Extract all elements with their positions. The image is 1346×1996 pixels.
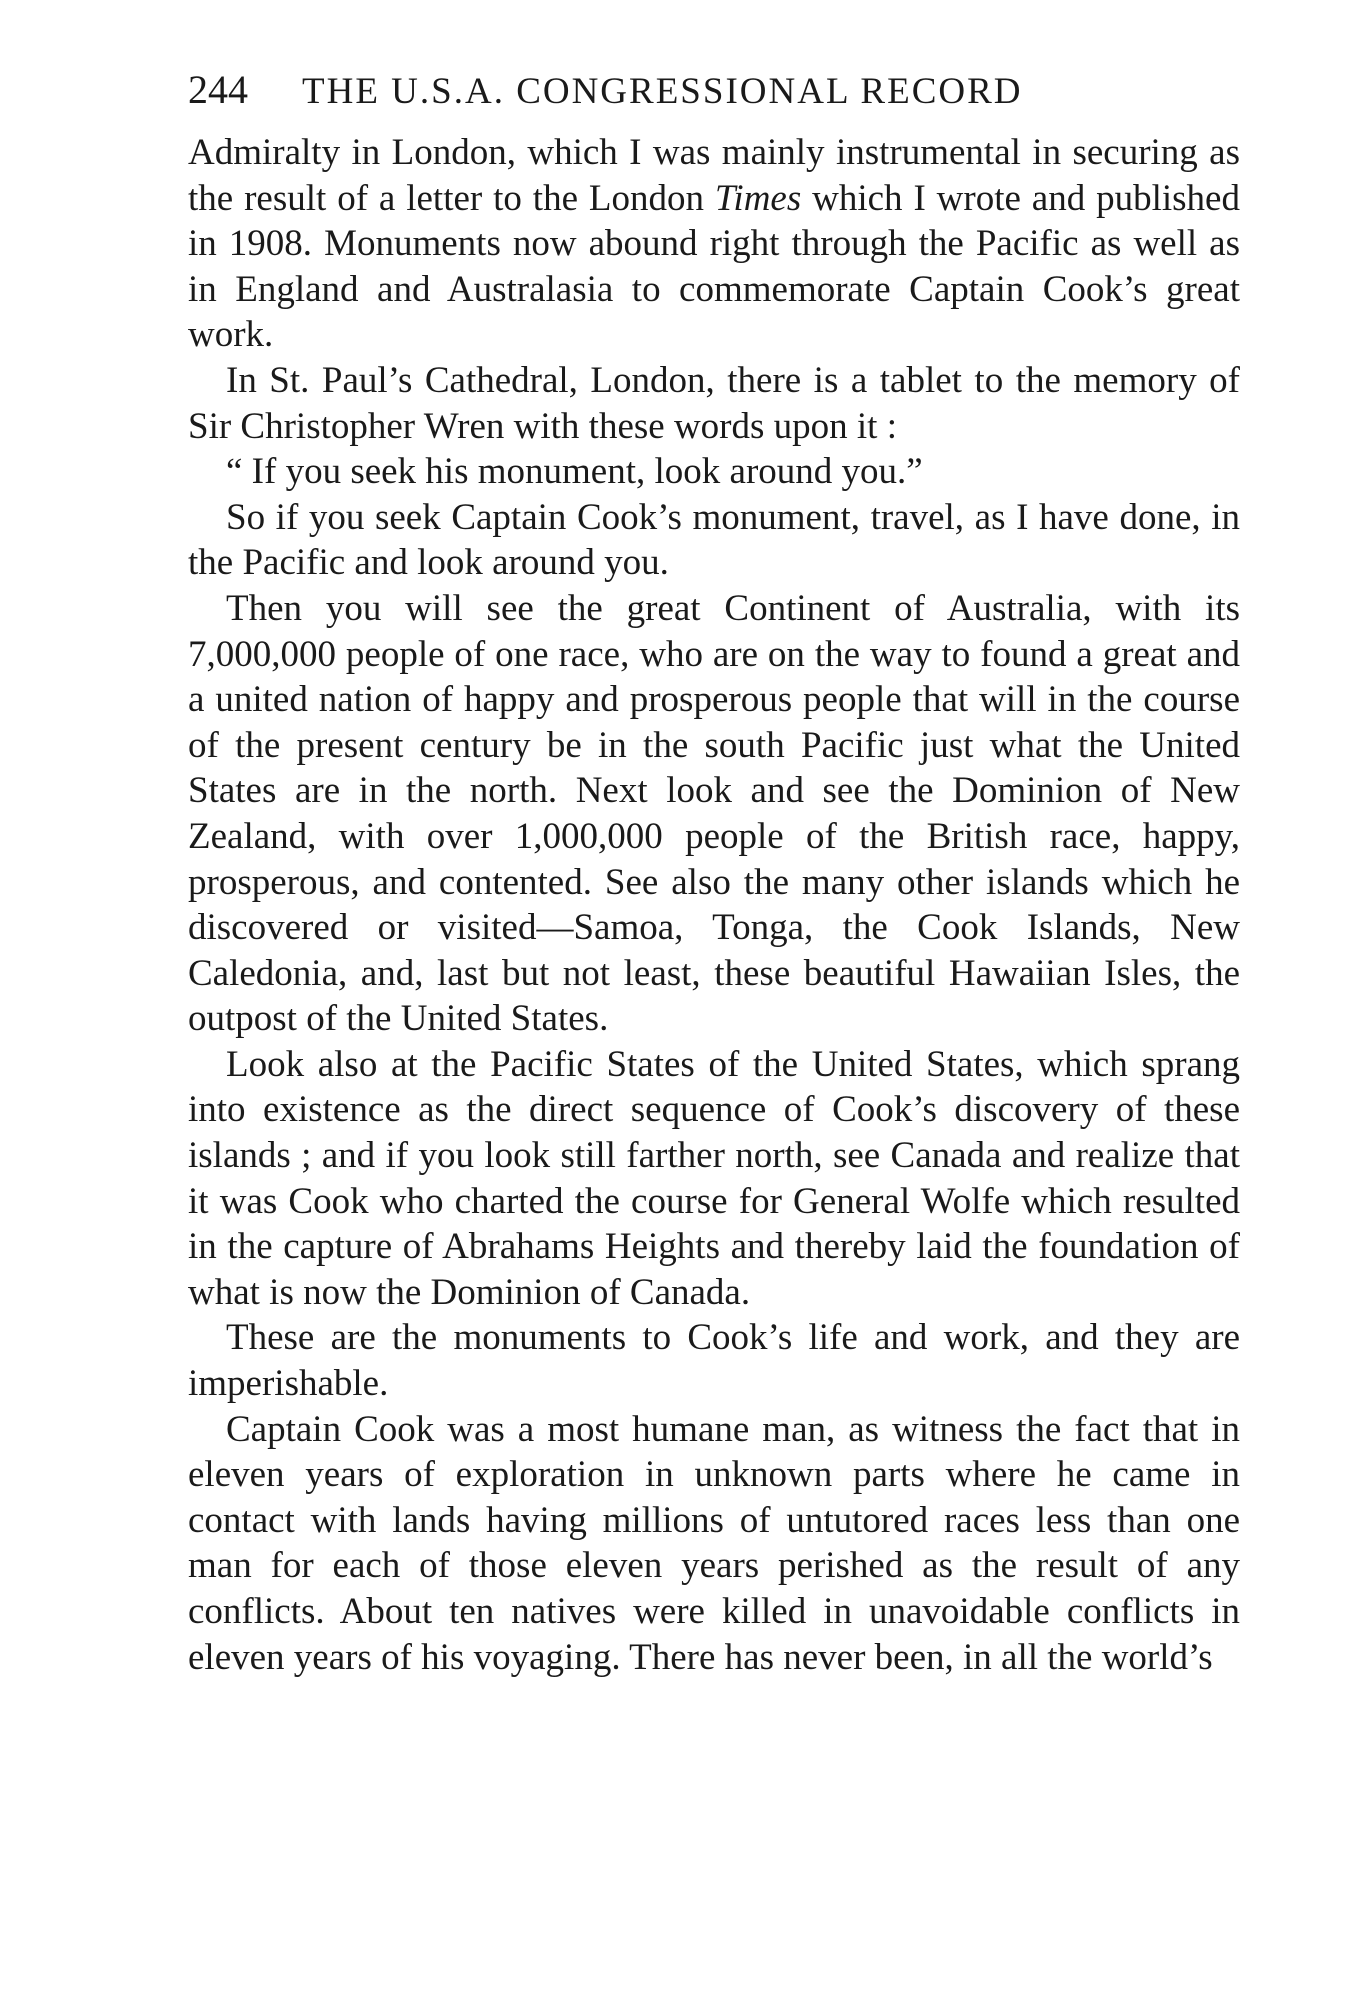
- page-number: 244: [188, 67, 248, 112]
- running-title: THE U.S.A. CONGRESSIONAL RECORD: [302, 71, 1023, 112]
- paragraph: In St. Paul’s Cathedral, London, there is a tablet to the memory of Sir Christopher Wren with these words upon it :: [188, 359, 1240, 447]
- paragraph: Then you will see the great Continent of Australia, with its 7,000,000 people of one race, who are on the way to found a great and a united nation of happy and prosperous people that will in the course of the present century be in the south Pacific just what the United States are in the north. Next look and see the Dominion of New Zealand, with over 1,000,000 people of the British race, happy, prosperous, and contented. See also the many other islands which he discovered or visited—Samoa, Tonga, the Cook Islands, New Caledonia, and, last but not least, these beautiful Hawaiian Isles, the outpost of the United States.: [188, 587, 1240, 1040]
- paragraph-text: Admiralty in London, which I was mainly instrumental in securing as the result of a letter to the London: [188, 132, 1240, 219]
- book-page: [188, 67, 1240, 1680]
- paragraph-text: which I wrote and published in 1908. Monuments now abound right through the Pacific as well as in England and Australasia to commemorate Captain Cook’s great work.: [188, 177, 1240, 356]
- paragraph: So if you seek Captain Cook’s monument, travel, as I have done, in the Pacific and look around you.: [188, 496, 1240, 584]
- paragraph-continued: [188, 130, 1240, 358]
- running-header: [188, 67, 1240, 112]
- page-body: [188, 130, 1240, 1680]
- quotation: “ If you seek his monument, look around you.”: [226, 451, 923, 493]
- paragraph: Captain Cook was a most humane man, as witness the fact that in eleven years of exploration in unknown parts where he came in contact with lands having millions of untutored races less than one man for each of those eleven years perished as the result of any conflicts. About ten natives were killed in unavoidable conflicts in eleven years of his voyaging. There has never been, in all the world’s: [188, 1408, 1240, 1678]
- italic-newspaper-title: Times: [714, 177, 802, 219]
- paragraph: Look also at the Pacific States of the United States, which sprang into existence as the direct sequence of Cook’s discovery of these islands ; and if you look still farther north, see Canada and realize that it was Cook who charted the course for General Wolfe which resulted in the capture of Abrahams Heights and thereby laid the foundation of what is now the Dominion of Canada.: [188, 1043, 1240, 1313]
- paragraph: These are the monuments to Cook’s life and work, and they are imperishable.: [188, 1317, 1240, 1405]
